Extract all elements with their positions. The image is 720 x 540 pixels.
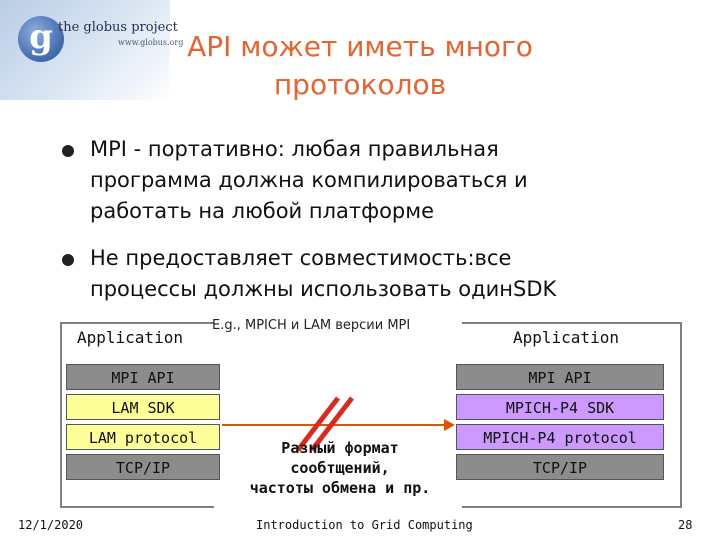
arrow-head-icon bbox=[444, 419, 455, 431]
left-layer-mpi-api: MPI API bbox=[66, 364, 220, 390]
globus-logo-icon: g bbox=[18, 16, 64, 62]
right-layer-tcpip: TCP/IP bbox=[456, 454, 664, 480]
bullet-2: Не предоставляет совместимость:все процессы должны использовать одинSDK bbox=[90, 246, 557, 301]
logo-name: the globus project bbox=[58, 20, 178, 35]
right-layer-mpi-api: MPI API bbox=[456, 364, 664, 390]
bullet-1: MPI - портативно: любая правильная программа должна компилироваться и работать на любой платформе bbox=[90, 137, 528, 223]
right-layer-mpich-p4-sdk: MPICH-P4 SDK bbox=[456, 394, 664, 420]
slide-title-line-1: API может иметь много bbox=[187, 30, 533, 63]
left-layer-lam-sdk: LAM SDK bbox=[66, 394, 220, 420]
logo-url: www.globus.org bbox=[118, 38, 184, 47]
left-layer-tcpip: TCP/IP bbox=[66, 454, 220, 480]
format-difference-text: Разный формат сообтщений, частоты обмена и пр. bbox=[249, 439, 431, 497]
implementation-note: E.g., MPICH и LAM версии MPI bbox=[212, 318, 411, 333]
left-application-label: Application bbox=[74, 328, 186, 347]
slide-title-line-2: протоколов bbox=[273, 68, 447, 101]
footer-course: Introduction to Grid Computing bbox=[256, 518, 473, 532]
footer-page-number: 28 bbox=[678, 518, 693, 532]
footer-date: 12/1/2020 bbox=[18, 518, 84, 532]
left-layer-lam-protocol: LAM protocol bbox=[66, 424, 220, 450]
right-application-label: Application bbox=[510, 328, 622, 347]
right-layer-mpich-p4-protocol: MPICH-P4 protocol bbox=[456, 424, 664, 450]
